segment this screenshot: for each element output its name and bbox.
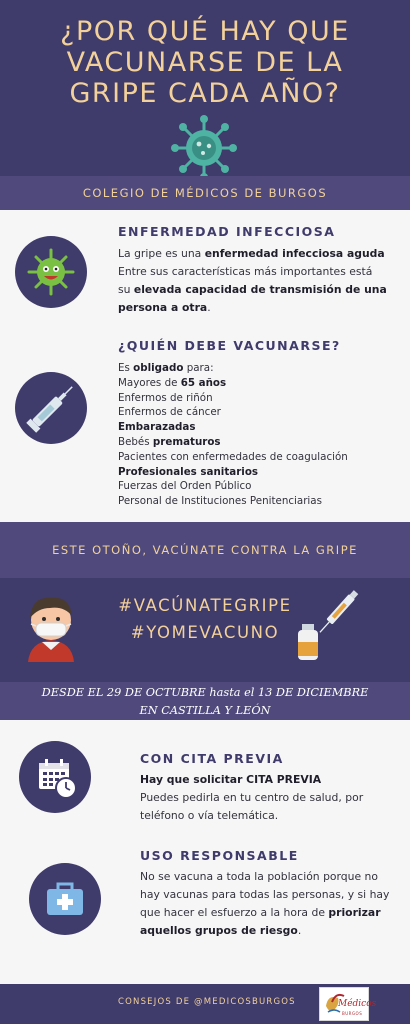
bold-text: elevada capacidad de transmisión de una persona a otra xyxy=(118,283,387,314)
infection-text xyxy=(118,245,388,317)
hashtag: #YOMEVACUNO xyxy=(130,623,280,642)
dates-line: DESDE EL 29 DE OCTUBRE hasta el 13 DE DICIEMBRE xyxy=(41,686,369,699)
who-list xyxy=(118,361,398,509)
text: Puedes pedirla en tu centro de salud, por teléfono o vía telemática. xyxy=(140,791,364,822)
title-line: VACUNARSE DE LA xyxy=(66,47,344,78)
title-line: GRIPE CADA AÑO? xyxy=(69,78,341,109)
hashtag: #VACÚNATEGRIPE xyxy=(118,596,292,615)
text: . xyxy=(297,924,302,937)
section-title-infection: ENFERMEDAD INFECCIOSA xyxy=(118,224,336,239)
title-line: ¿POR QUÉ HAY QUE xyxy=(60,16,350,47)
campaign-dates xyxy=(0,682,410,720)
section-title-who: ¿QUIÉN DEBE VACUNARSE? xyxy=(118,338,341,353)
text: . xyxy=(207,301,211,314)
bold-text: Embarazadas xyxy=(118,421,196,434)
logo-subtext: BURGOS xyxy=(342,1011,363,1016)
footer-text: CONSEJOS DE @MEDICOSBURGOS xyxy=(118,997,296,1007)
medical-kit-icon xyxy=(29,863,101,935)
bold-text: enfermedad infecciosa aguda xyxy=(204,247,385,260)
bold-text: obligado xyxy=(133,362,184,374)
medicos-burgos-logo xyxy=(319,987,377,1021)
appointment-text xyxy=(140,771,398,825)
list-item: Enfermos de riñón xyxy=(118,391,213,404)
bold-text: priorizar aquellos grupos de riesgo xyxy=(140,906,381,937)
organization-band: COLEGIO DE MÉDICOS DE BURGOS xyxy=(0,176,410,210)
list-item xyxy=(118,420,398,435)
text: para: xyxy=(183,362,214,374)
responsible-text xyxy=(140,868,398,940)
bold-text: Profesionales sanitarios xyxy=(118,465,259,478)
text: No se vacuna a toda la población porque no hay vacunas para todas las personas, y si hay que hacer el esfuerzo a la hora de xyxy=(140,870,390,919)
bold-text: Hay que solicitar CITA PREVIA xyxy=(140,773,322,786)
list-item xyxy=(118,435,398,450)
germ-icon xyxy=(15,236,87,308)
calendar-clock-icon xyxy=(19,741,91,813)
campaign-band: ESTE OTOÑO, VACÚNATE CONTRA LA GRIPE xyxy=(0,522,410,578)
list-item xyxy=(118,376,398,391)
list-item xyxy=(118,465,398,480)
list-item xyxy=(118,361,398,376)
section-title-responsible: USO RESPONSABLE xyxy=(140,848,299,863)
list-item: Personal de Instituciones Penitenciarias xyxy=(118,495,322,508)
vaccine-vial-icon xyxy=(290,580,370,664)
list-item: Pacientes con enfermedades de coagulación xyxy=(118,450,348,463)
list-item: Enfermos de cáncer xyxy=(118,406,221,419)
text: La gripe es una xyxy=(118,247,205,260)
bold-text: prematuros xyxy=(152,435,221,448)
bold-text: 65 años xyxy=(180,376,227,389)
page-title xyxy=(0,16,410,109)
list-item: Fuerzas del Orden Público xyxy=(118,480,252,493)
syringe-icon xyxy=(15,372,87,444)
text: Bebés xyxy=(118,435,153,448)
text: Es xyxy=(118,362,134,374)
text: Mayores de xyxy=(118,376,181,389)
text: Entre sus características más importantes está su xyxy=(118,265,373,296)
virus-icon xyxy=(166,110,242,186)
dates-line: EN CASTILLA Y LEÓN xyxy=(139,704,271,717)
section-title-appointment: CON CITA PREVIA xyxy=(140,751,284,766)
logo-text: Médicos xyxy=(338,999,377,1009)
